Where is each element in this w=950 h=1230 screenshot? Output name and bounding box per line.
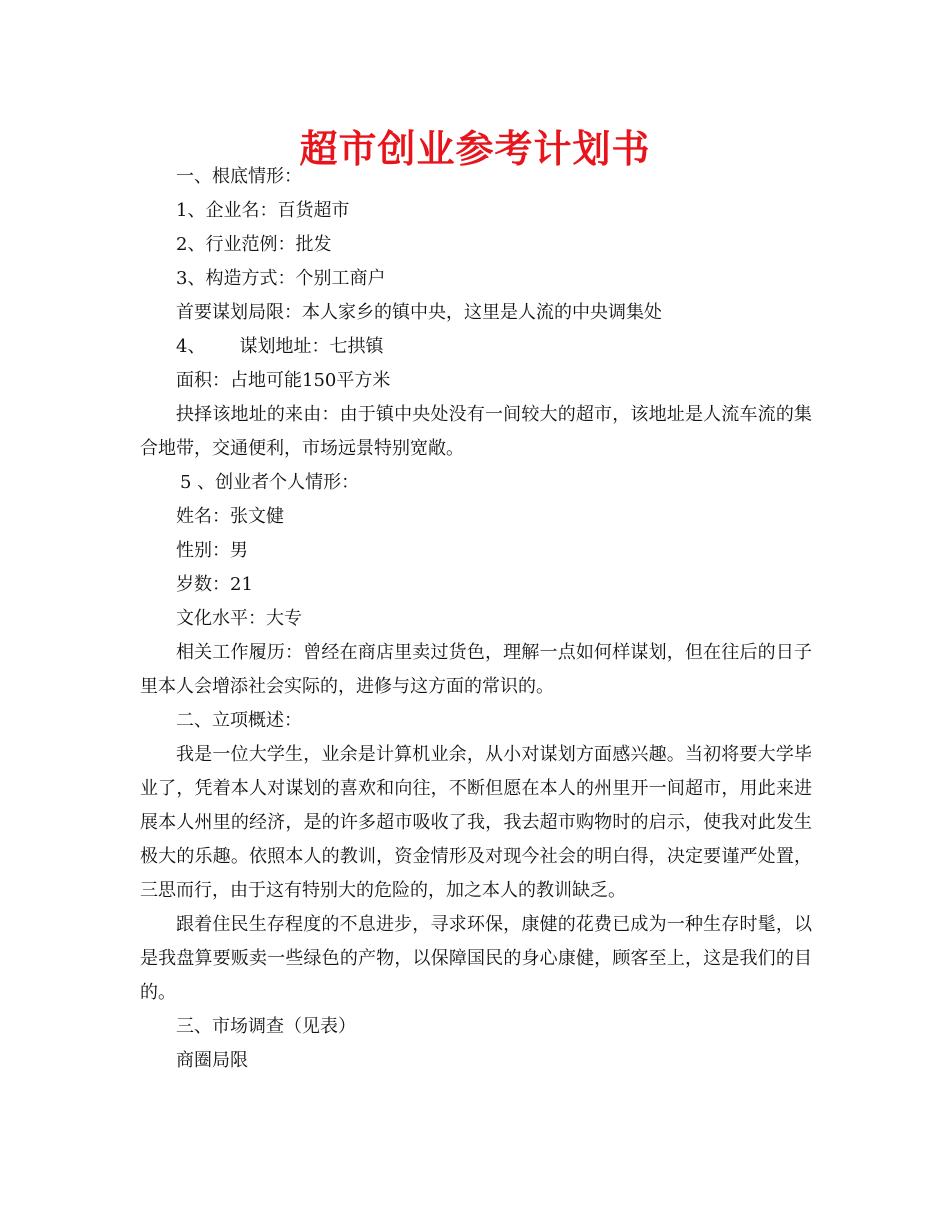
line-area: 面积：占地可能150平方米 <box>176 370 391 391</box>
document-title: 超市创业参考计划书 <box>299 127 651 171</box>
document-body <box>140 160 812 1078</box>
section-heading-founder: 5 、创业者个人情形： <box>180 472 360 493</box>
paragraph-location-reason: 抉择该地址的来由：由于镇中央处没有一间较大的超市，该地址是人流车流的集合地带，交通便利，市场远景特别宽敞。 <box>140 404 812 459</box>
section-heading-basic: 一、根底情形： <box>176 166 302 187</box>
line-founder-education: 文化水平：大专 <box>176 608 302 629</box>
line-trade-area: 商圈局限 <box>176 1050 248 1071</box>
item-text: 谋划地址：七拱镇 <box>239 336 384 357</box>
paragraph-overview-1: 我是一位大学生，业余是计算机业余，从小对谋划方面感兴趣。当初将要大学毕业了，凭着本人对谋划的喜欢和向往，不断但愿在本人的州里开一间超市，用此来进展本人州里的经济，是的许多超市吸收了我，我去超市购物时的启示，使我对此发生极大的乐趣。依照本人的教训，资金情形及对现今社会的明白得，决定要谨严处置，三思而行，由于这有特别大的危险的，加之本人的教训缺乏。 <box>140 744 812 901</box>
line-structure-type: 3、构造方式：个别工商户 <box>176 268 386 289</box>
line-company-name: 1、企业名：百货超市 <box>176 200 350 221</box>
line-founder-age: 岁数：21 <box>176 574 253 595</box>
line-business-scope: 首要谋划局限：本人家乡的镇中央，这里是人流的中央调集处 <box>176 302 662 323</box>
section-heading-overview: 二、立项概述： <box>176 710 302 731</box>
line-founder-name: 姓名：张文健 <box>176 506 284 527</box>
paragraph-overview-2: 跟着住民生存程度的不息进步，寻求环保，康健的花费已成为一种生存时髦，以是我盘算要贩卖一些绿色的产物，以保障国民的身心康健，顾客至上，这是我们的目的。 <box>140 914 812 1003</box>
line-business-address <box>140 330 812 364</box>
item-number: 4、 <box>176 336 206 357</box>
line-founder-gender: 性别：男 <box>176 540 248 561</box>
section-heading-market: 三、市场调查（见表） <box>176 1016 356 1037</box>
paragraph-work-experience: 相关工作履历：曾经在商店里卖过货色，理解一点如何样谋划，但在往后的日子里本人会增添社会实际的，进修与这方面的常识的。 <box>140 642 812 697</box>
line-industry-type: 2、行业范例：批发 <box>176 234 332 255</box>
